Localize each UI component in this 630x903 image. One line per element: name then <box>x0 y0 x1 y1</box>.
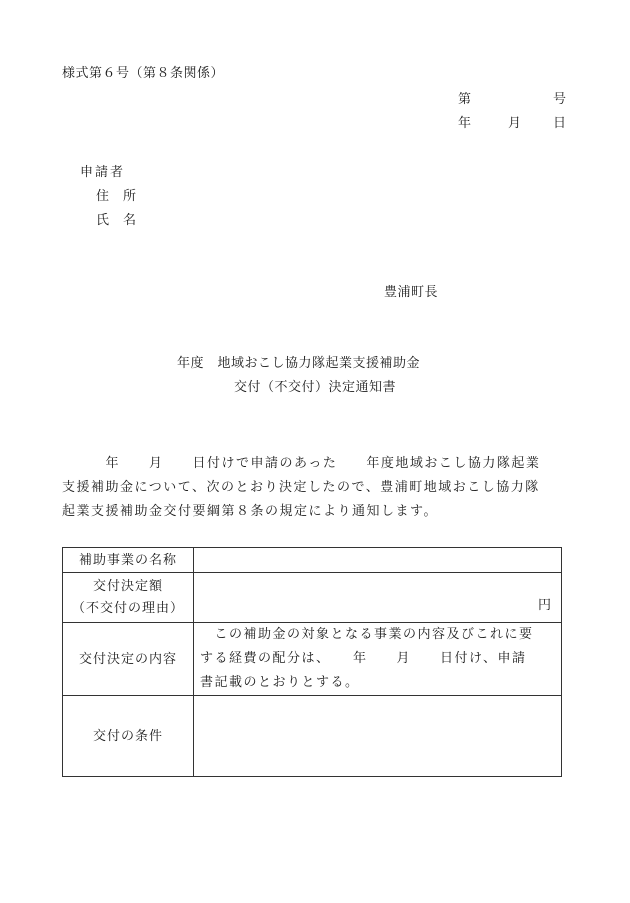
body-line: 起業支援補助金交付要綱第８条の規定により通知します。 <box>62 504 438 519</box>
body-line: 年 月 日付けで申請のあった 年度地域おこし協力隊起業 <box>62 456 541 471</box>
decision-content-line: 書記載のとおりとする。 <box>200 675 360 690</box>
applicant-label: 申請者 <box>80 165 126 180</box>
decision-content-line: する経費の配分は、 年 月 日付け、申請 <box>200 651 527 666</box>
project-name-value <box>194 548 562 573</box>
doc-number-suffix: 号 <box>552 92 566 107</box>
doc-number-prefix: 第 <box>458 92 472 107</box>
document-title-line2: 交付（不交付）決定通知書 <box>233 380 396 395</box>
issue-date <box>458 117 566 133</box>
form-number: 様式第６号（第８条関係） <box>62 66 225 81</box>
project-name-label: 補助事業の名称 <box>63 548 194 573</box>
grant-amount-label-line1: 交付決定額 <box>92 578 163 594</box>
grant-amount-value <box>194 573 562 623</box>
decision-content-value <box>194 623 562 696</box>
body-line: 支援補助金について、次のとおり決定したので、豊浦町地域おこし協力隊 <box>62 480 540 495</box>
grant-conditions-value <box>194 696 562 777</box>
notice-body <box>62 452 566 524</box>
date-day-label: 日 <box>552 116 566 131</box>
yen-unit: 円 <box>537 598 551 613</box>
table-row <box>63 696 562 777</box>
applicant-name <box>96 214 136 227</box>
table-row <box>63 573 562 623</box>
grant-conditions-label: 交付の条件 <box>63 696 194 777</box>
decision-content-label: 交付決定の内容 <box>63 623 194 696</box>
document-title-line1: 年度 地域おこし協力隊起業支援補助金 <box>177 356 421 371</box>
grant-amount-label <box>63 573 194 623</box>
table-row <box>63 623 562 696</box>
applicant-address <box>96 190 136 203</box>
document-number <box>458 93 566 109</box>
grant-amount-label-line2: （不交付の理由） <box>71 600 184 616</box>
name-label-2: 名 <box>123 213 137 228</box>
date-year-label: 年 <box>458 116 472 131</box>
table-row <box>63 548 562 573</box>
grant-detail-table <box>62 547 562 777</box>
address-label-2: 所 <box>123 189 137 204</box>
address-label-1: 住 <box>96 189 110 204</box>
name-label-1: 氏 <box>96 213 110 228</box>
decision-content-line: この補助金の対象となる事業の内容及びこれに要 <box>200 627 534 642</box>
issuer: 豊浦町長 <box>384 285 439 300</box>
date-month-label: 月 <box>508 116 522 131</box>
